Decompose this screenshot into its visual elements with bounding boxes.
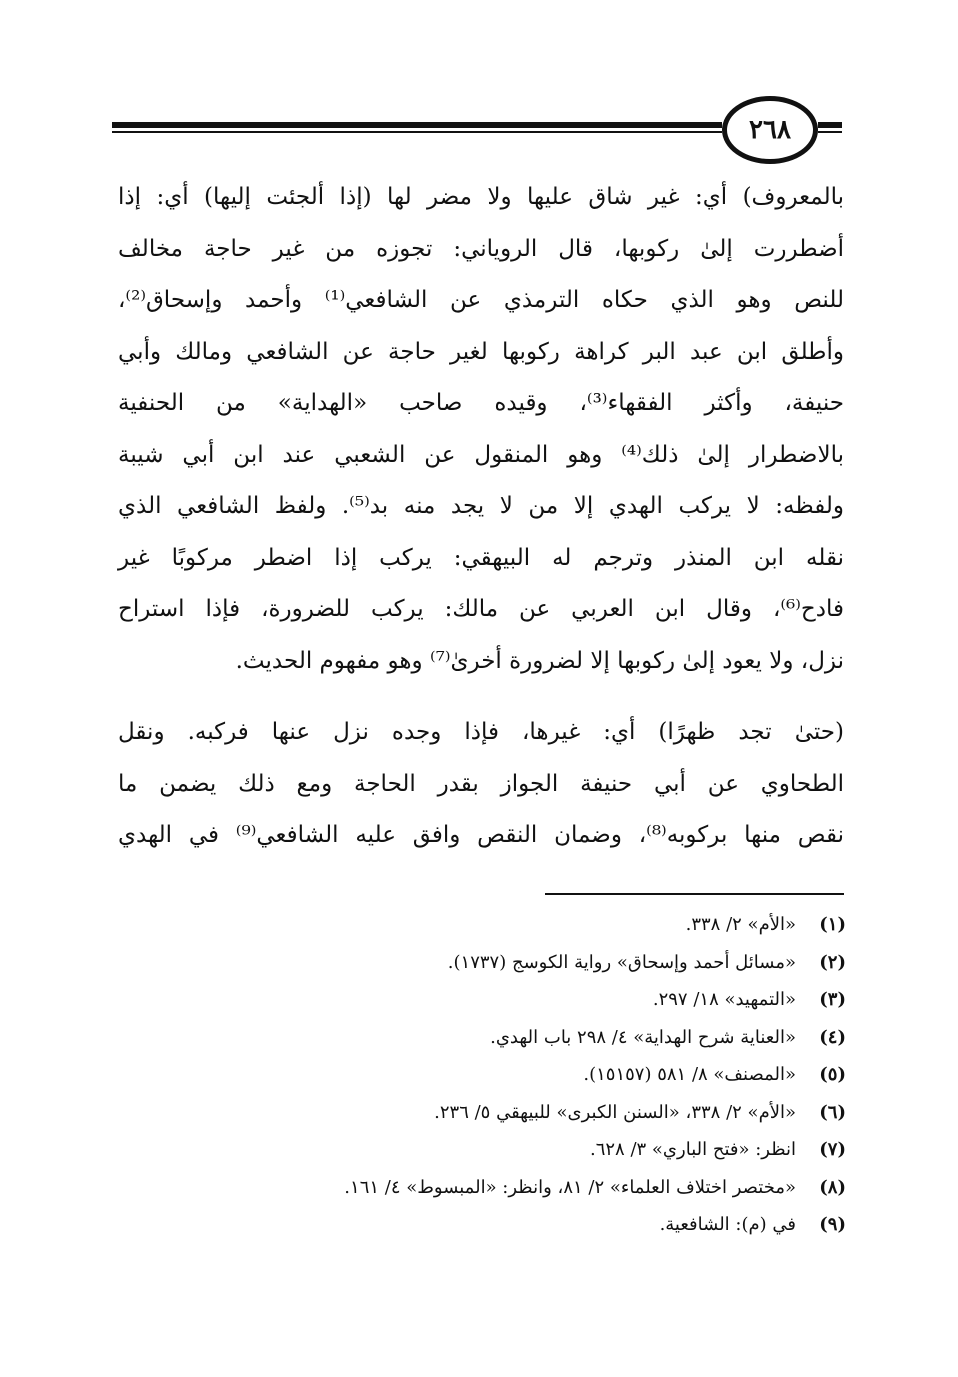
footnote-text: «التمهيد» ١٨/ ٢٩٧. bbox=[652, 989, 796, 1010]
footnote-text: انظر: «فتح الباري» ٣/ ٦٢٨. bbox=[589, 1139, 796, 1160]
text-line: الطحاوي عن أبي حنيفة الجواز بقدر الحاجة ومع ذلك يضمن ما bbox=[118, 770, 844, 797]
text-line: ولفظه: لا يركب الهدي إلا من لا يجد منه بد⁽⁵⁾. ولفظ الشافعي الذي bbox=[118, 493, 844, 519]
footnote-rule bbox=[545, 893, 844, 895]
page-number: ٢٦٨ bbox=[722, 96, 818, 164]
text-line: نزل، ولا يعود إلىٰ ركوبها إلا لضرورة أخرىٰ⁽⁷⁾ وهو مفهوم الحديث. bbox=[235, 647, 844, 674]
footnote-number: (٧) bbox=[819, 1139, 846, 1160]
footnote-number: (٣) bbox=[819, 989, 846, 1010]
main-text bbox=[118, 172, 844, 862]
footnote-text: «الأم» ٢/ ٣٣٨، «السنن الكبرى» للبيهقي ٥/ ٢٣٦. bbox=[434, 1101, 796, 1123]
text-line: وأطلق ابن عبد البر كراهة ركوبها لغير حاجة عن الشافعي ومالك وأبي bbox=[118, 338, 844, 365]
footnote-text: «مختصر اختلاف العلماء» ٢/ ٨١، وانظر: «المبسوط» ٤/ ١٦١. bbox=[344, 1176, 796, 1198]
footnote-text: في (م): الشافعية. bbox=[659, 1214, 796, 1235]
text-line: نقص منها بركوبه⁽⁸⁾، وضمان النقص وافق عليه الشافعي⁽⁹⁾ في الهدي bbox=[118, 822, 845, 848]
footnote bbox=[200, 1056, 846, 1094]
footnote-number: (٦) bbox=[819, 1101, 846, 1123]
footnote-text: «العناية شرح الهداية» ٤/ ٢٩٨ باب الهدي. bbox=[490, 1026, 796, 1048]
footnote-number: (٩) bbox=[819, 1214, 846, 1235]
footnote bbox=[200, 1019, 846, 1057]
footnote bbox=[200, 1206, 846, 1244]
text-line: حنيفة، وأكثر الفقهاء⁽³⁾، وقيده صاحب «الهداية» من الحنفية bbox=[118, 390, 844, 416]
footnote-number: (٥) bbox=[819, 1064, 846, 1085]
footnote bbox=[200, 981, 846, 1019]
footnote bbox=[200, 1169, 846, 1207]
text-line: بالمعروف) أي: غير شاق عليها ولا مضر لها (إذا ألجئت إليها) أي: إذا bbox=[118, 184, 844, 210]
footnote-number: (١) bbox=[819, 914, 846, 935]
footnote bbox=[200, 1131, 846, 1169]
text-line: نقله ابن المنذر وترجم له البيهقي: يركب إذا اضطر مركوبًا غير bbox=[118, 544, 844, 571]
paragraph-1 bbox=[118, 172, 844, 687]
text-line: أضطررت إلىٰ ركوبها، قال الروياني: تجوزه من غير حاجة مخالف bbox=[118, 235, 844, 262]
footnote-text: «مسائل أحمد وإسحاق» رواية الكوسج (١٧٣٧). bbox=[447, 951, 796, 973]
header-rule bbox=[112, 120, 722, 136]
header-rule-right bbox=[818, 122, 842, 134]
paragraph-2 bbox=[118, 707, 844, 862]
footnote bbox=[200, 944, 846, 982]
footnote-number: (٤) bbox=[819, 1026, 846, 1048]
footnotes bbox=[200, 906, 846, 1244]
text-line: فادح⁽⁶⁾، وقال ابن العربي عن مالك: يركب للضرورة، فإذا استراح bbox=[118, 596, 844, 622]
footnote-text: «المصنف» ٨/ ٥٨١ (١٥١٥٧). bbox=[583, 1064, 796, 1085]
footnote-number: (٢) bbox=[819, 951, 846, 973]
footnote-text: «الأم» ٢/ ٣٣٨. bbox=[685, 914, 796, 935]
text-line: (حتىٰ تجد ظهرًا) أي: غيرها، فإذا وجده نزل عنها فركبه. ونقل bbox=[118, 719, 844, 745]
text-line: للنص وهو الذي حكاه الترمذي عن الشافعي⁽¹⁾ وأحمد وإسحاق⁽²⁾، bbox=[118, 287, 844, 313]
footnote bbox=[200, 1094, 846, 1132]
footnote-number: (٨) bbox=[819, 1176, 846, 1198]
text-line: بالاضطرار إلىٰ ذلك⁽⁴⁾ وهو المنقول عن الشعبي عند ابن أبي شيبة bbox=[118, 441, 844, 468]
footnote bbox=[200, 906, 846, 944]
